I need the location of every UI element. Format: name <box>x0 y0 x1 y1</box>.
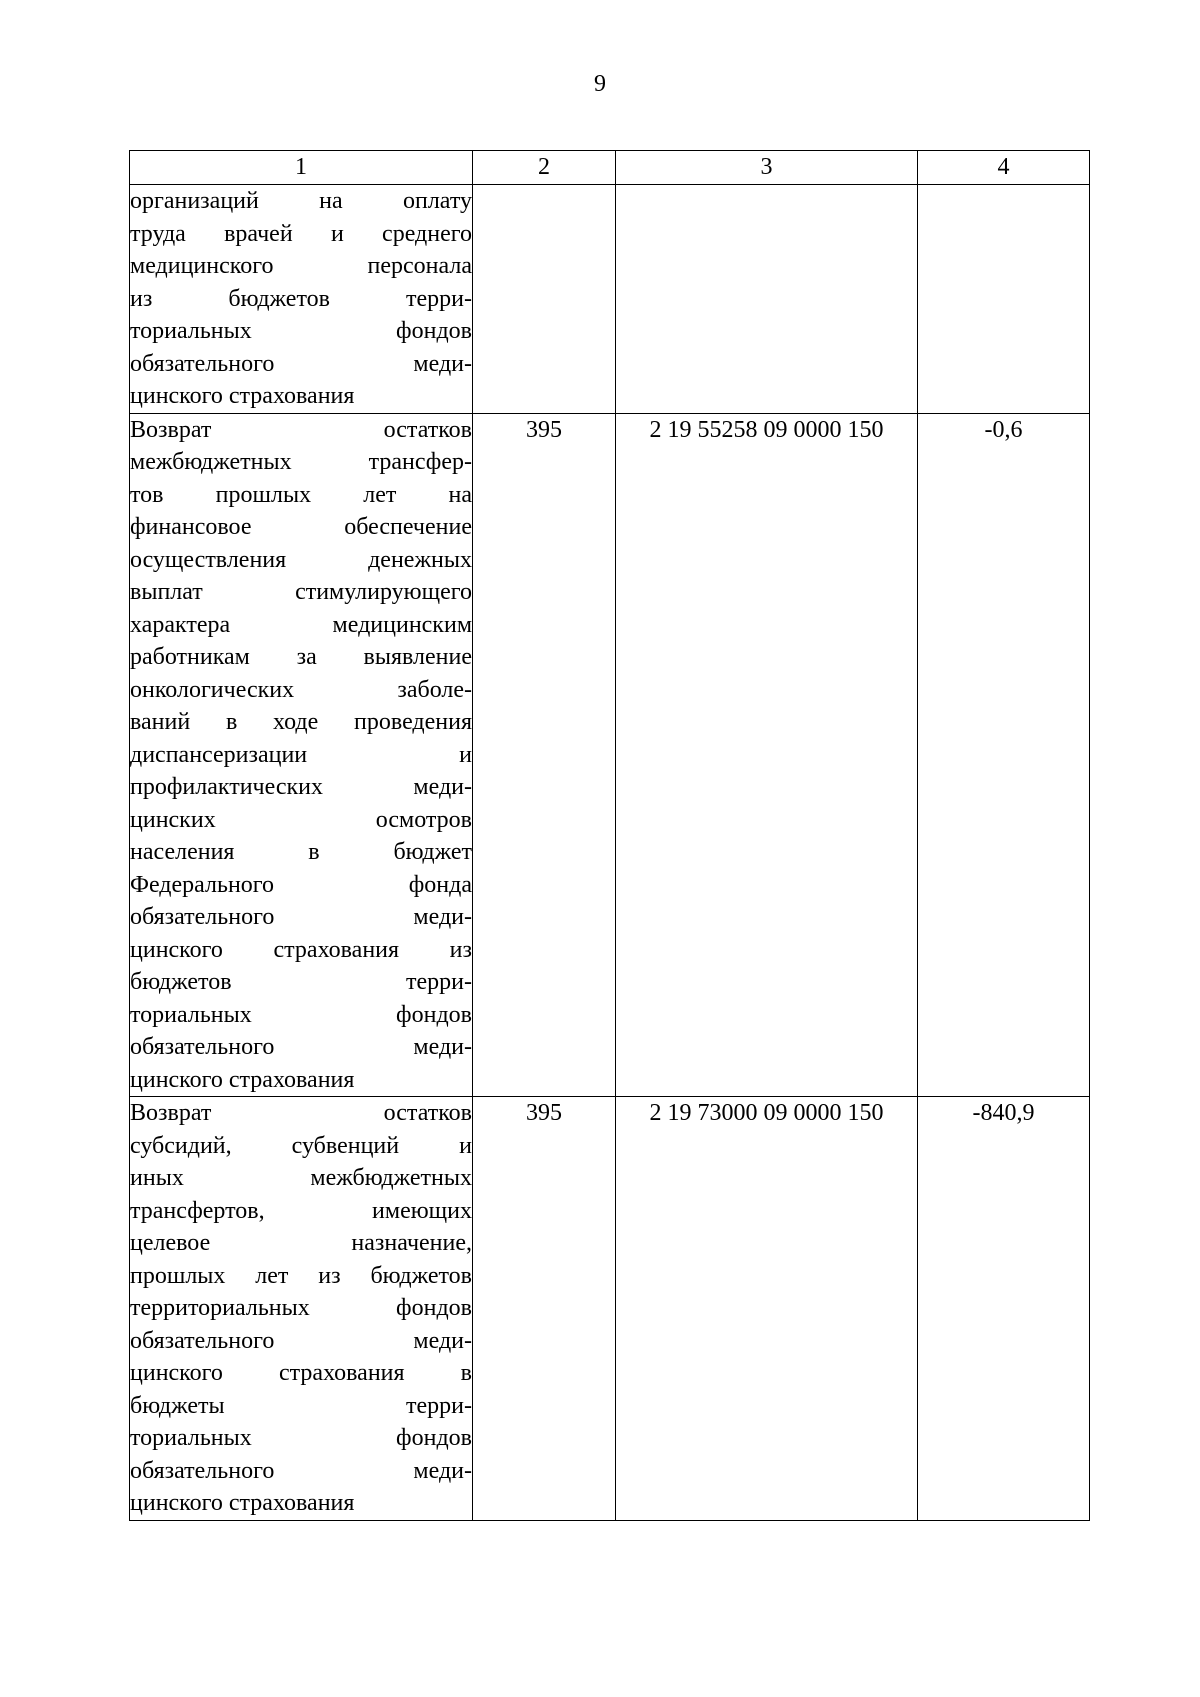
income-name-line: целевое назначение, <box>130 1230 472 1256</box>
income-name-line: цинского страхования <box>130 1066 355 1093</box>
income-name-line: бюджетов терри- <box>130 969 472 995</box>
income-name-line: трансфертов, имеющих <box>130 1197 472 1224</box>
income-name-cell <box>130 185 473 414</box>
income-name-line: финансовое обеспечение <box>130 514 472 540</box>
income-name-line: характера медицинским <box>130 611 472 638</box>
table-row <box>130 185 1090 414</box>
column-header-2: 2 <box>473 151 616 185</box>
income-name-line: из бюджетов терри- <box>130 285 472 312</box>
income-name-cell <box>130 413 473 1097</box>
budget-code-cell: 2 19 73000 09 0000 150 <box>616 1097 918 1521</box>
income-name-line: Федерального фонда <box>130 871 472 898</box>
income-name-line: медицинского персонала <box>130 253 472 279</box>
income-name-line: ториальных фондов <box>130 1001 472 1028</box>
table-row <box>130 413 1090 1097</box>
income-name-line: Возврат остатков <box>130 1100 472 1126</box>
income-name-line: труда врачей и среднего <box>130 220 472 247</box>
admin-code-cell <box>473 185 616 414</box>
income-name-line: осуществления денежных <box>130 546 472 573</box>
income-name-line: обязательного меди- <box>130 350 472 377</box>
income-name-line: работникам за выявление <box>130 644 472 670</box>
income-name-line: профилактических меди- <box>130 774 472 800</box>
income-name-line: цинского страхования из <box>130 936 472 963</box>
income-name-line: обязательного меди- <box>130 1327 472 1354</box>
amount-cell: -0,6 <box>918 413 1090 1097</box>
income-name-line: цинских осмотров <box>130 806 472 833</box>
income-name-line: диспансеризации и <box>130 741 472 768</box>
income-name-line: ториальных фондов <box>130 1425 472 1451</box>
budget-code-cell <box>616 185 918 414</box>
income-name-line: межбюджетных трансфер- <box>130 449 472 475</box>
income-name-line: населения в бюджет <box>130 839 472 865</box>
income-name-line: выплат стимулирующего <box>130 579 472 605</box>
amount-cell: -840,9 <box>918 1097 1090 1521</box>
table-header-row <box>130 151 1090 185</box>
table-row <box>130 1097 1090 1521</box>
income-name-line: цинского страхования <box>130 383 355 409</box>
column-header-1: 1 <box>130 151 473 185</box>
income-name-line: обязательного меди- <box>130 904 472 930</box>
income-name-line: обязательного меди- <box>130 1457 472 1484</box>
table-body <box>130 185 1090 1521</box>
income-name-line: цинского страхования в <box>130 1360 472 1386</box>
budget-code-cell: 2 19 55258 09 0000 150 <box>616 413 918 1097</box>
income-name-line: иных межбюджетных <box>130 1165 472 1191</box>
budget-table <box>129 150 1090 1521</box>
income-name-line: онкологических заболе- <box>130 676 472 703</box>
income-name-line: обязательного меди- <box>130 1034 472 1060</box>
income-name-line: территориальных фондов <box>130 1295 472 1321</box>
income-name-line: цинского страхования <box>130 1490 355 1516</box>
income-name-line: ваний в ходе проведения <box>130 709 472 735</box>
income-name-line: тов прошлых лет на <box>130 481 472 508</box>
admin-code-cell: 395 <box>473 1097 616 1521</box>
column-header-3: 3 <box>616 151 918 185</box>
income-name-line: Возврат остатков <box>130 416 472 443</box>
page-number: 9 <box>594 71 606 97</box>
income-name-line: организаций на оплату <box>130 188 472 214</box>
income-name-line: субсидий, субвенций и <box>130 1132 472 1159</box>
income-name-line: прошлых лет из бюджетов <box>130 1262 472 1289</box>
admin-code-cell: 395 <box>473 413 616 1097</box>
income-name-cell <box>130 1097 473 1521</box>
income-name-line: бюджеты терри- <box>130 1392 472 1419</box>
income-name-line: ториальных фондов <box>130 318 472 344</box>
column-header-4: 4 <box>918 151 1090 185</box>
amount-cell <box>918 185 1090 414</box>
